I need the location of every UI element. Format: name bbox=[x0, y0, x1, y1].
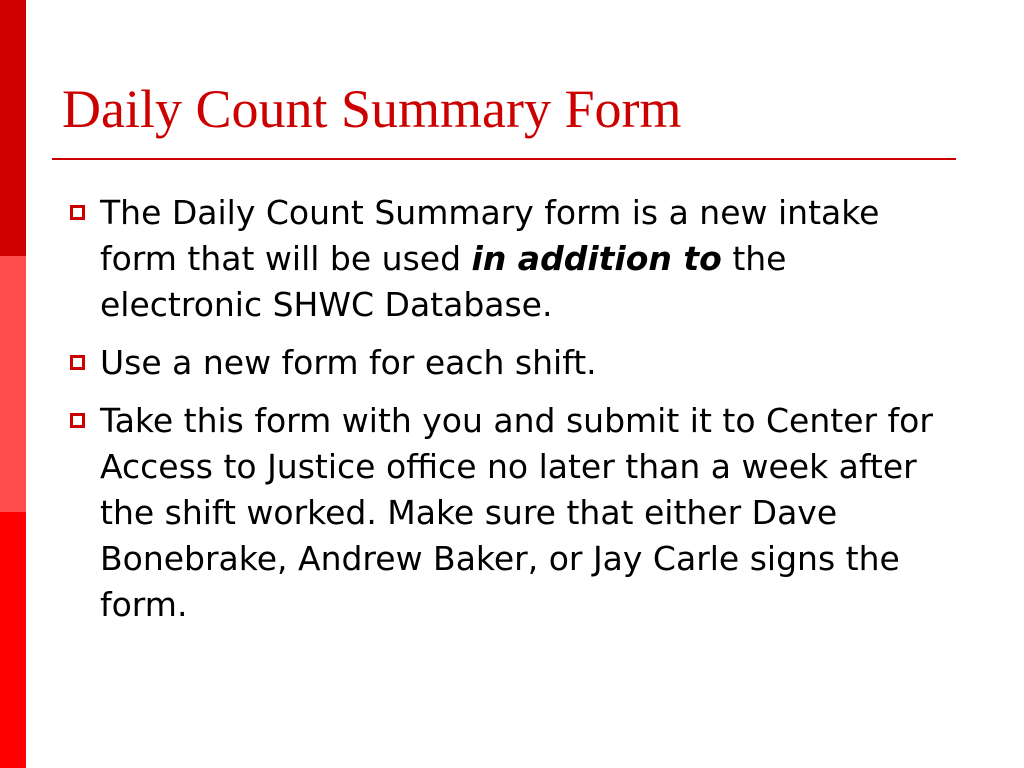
bullet-item-1 bbox=[70, 190, 950, 328]
bullet-list bbox=[70, 190, 950, 640]
bullet-text-2: Use a new form for each shift. bbox=[100, 343, 597, 382]
bullet-text-1-emphasis: in addition to bbox=[471, 239, 722, 278]
bullet-item-3 bbox=[70, 398, 950, 628]
bullet-item-2 bbox=[70, 340, 950, 386]
side-bar-segment-top bbox=[0, 0, 26, 256]
title-underline-divider bbox=[52, 158, 956, 160]
slide-title: Daily Count Summary Form bbox=[62, 79, 682, 139]
hollow-square-bullet-icon bbox=[70, 413, 85, 428]
hollow-square-bullet-icon bbox=[70, 205, 85, 220]
bullet-text-3: Take this form with you and submit it to Center for Access to Justice office no later than a week after the shift worked. Make sure that either Dave Bonebrake, Andrew Baker, or Jay Carle signs the form. bbox=[100, 401, 933, 624]
side-bar-segment-middle bbox=[0, 256, 26, 512]
bullet-text-1-lead: The Daily Count Summary form is a new intake form that will be used bbox=[100, 193, 880, 278]
bullet-text-1-tail: the electronic SHWC Database. bbox=[100, 239, 787, 324]
side-bar-segment-bottom bbox=[0, 512, 26, 768]
hollow-square-bullet-icon bbox=[70, 355, 85, 370]
side-accent-bar bbox=[0, 0, 26, 768]
